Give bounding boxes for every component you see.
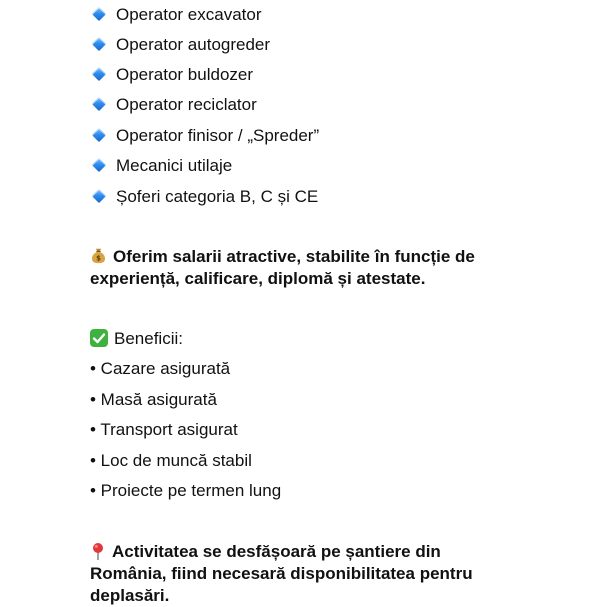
benefit-item: • Masă asigurată [90,390,217,409]
benefit-item: • Cazare asigurată [90,359,231,378]
benefit-item: • Proiecte pe termen lung [90,481,282,500]
benefits-heading [90,328,183,350]
location-line [90,541,560,563]
location-paragraph [90,541,560,607]
blue-diamond-icon [92,67,106,81]
role-item [90,4,262,26]
role-label: Mecanici utilaje [116,156,233,175]
role-item [90,94,257,116]
role-label: Operator reciclator [116,95,257,114]
role-label: Operator excavator [116,5,262,24]
location-line2: România, fiind necesară disponibilitatea pentru [90,564,473,583]
salary-line2: experiență, calificare, diplomă și atestate. [90,269,426,288]
blue-diamond-icon [92,158,106,172]
salary-line [90,246,560,268]
role-item [90,155,232,177]
check-mark-icon [90,329,108,347]
round-pushpin-icon [90,542,106,560]
svg-text:$: $ [96,254,101,263]
role-item [90,64,253,86]
role-label: Operator finisor / „Spreder” [116,126,320,145]
role-label: Operator autogreder [116,35,271,54]
role-item [90,125,319,147]
benefit-item: • Transport asigurat [90,420,238,439]
role-item [90,186,318,208]
role-label: Șoferi categoria B, C și CE [116,187,319,206]
role-item [90,34,270,56]
location-line3: deplasări. [90,586,170,605]
blue-diamond-icon [92,189,106,203]
blue-diamond-icon [92,128,106,142]
benefit-item: • Loc de muncă stabil [90,451,252,470]
blue-diamond-icon [92,37,106,51]
role-label: Operator buldozer [116,65,254,84]
salary-line1: Oferim salarii atractive, stabilite în funcție de [113,247,475,266]
blue-diamond-icon [92,7,106,21]
benefits-heading-text: Beneficii: [114,329,183,348]
salary-paragraph [90,246,560,290]
money-bag-icon [90,247,107,264]
location-line1: Activitatea se desfășoară pe șantiere din [112,542,441,561]
blue-diamond-icon [92,97,106,111]
